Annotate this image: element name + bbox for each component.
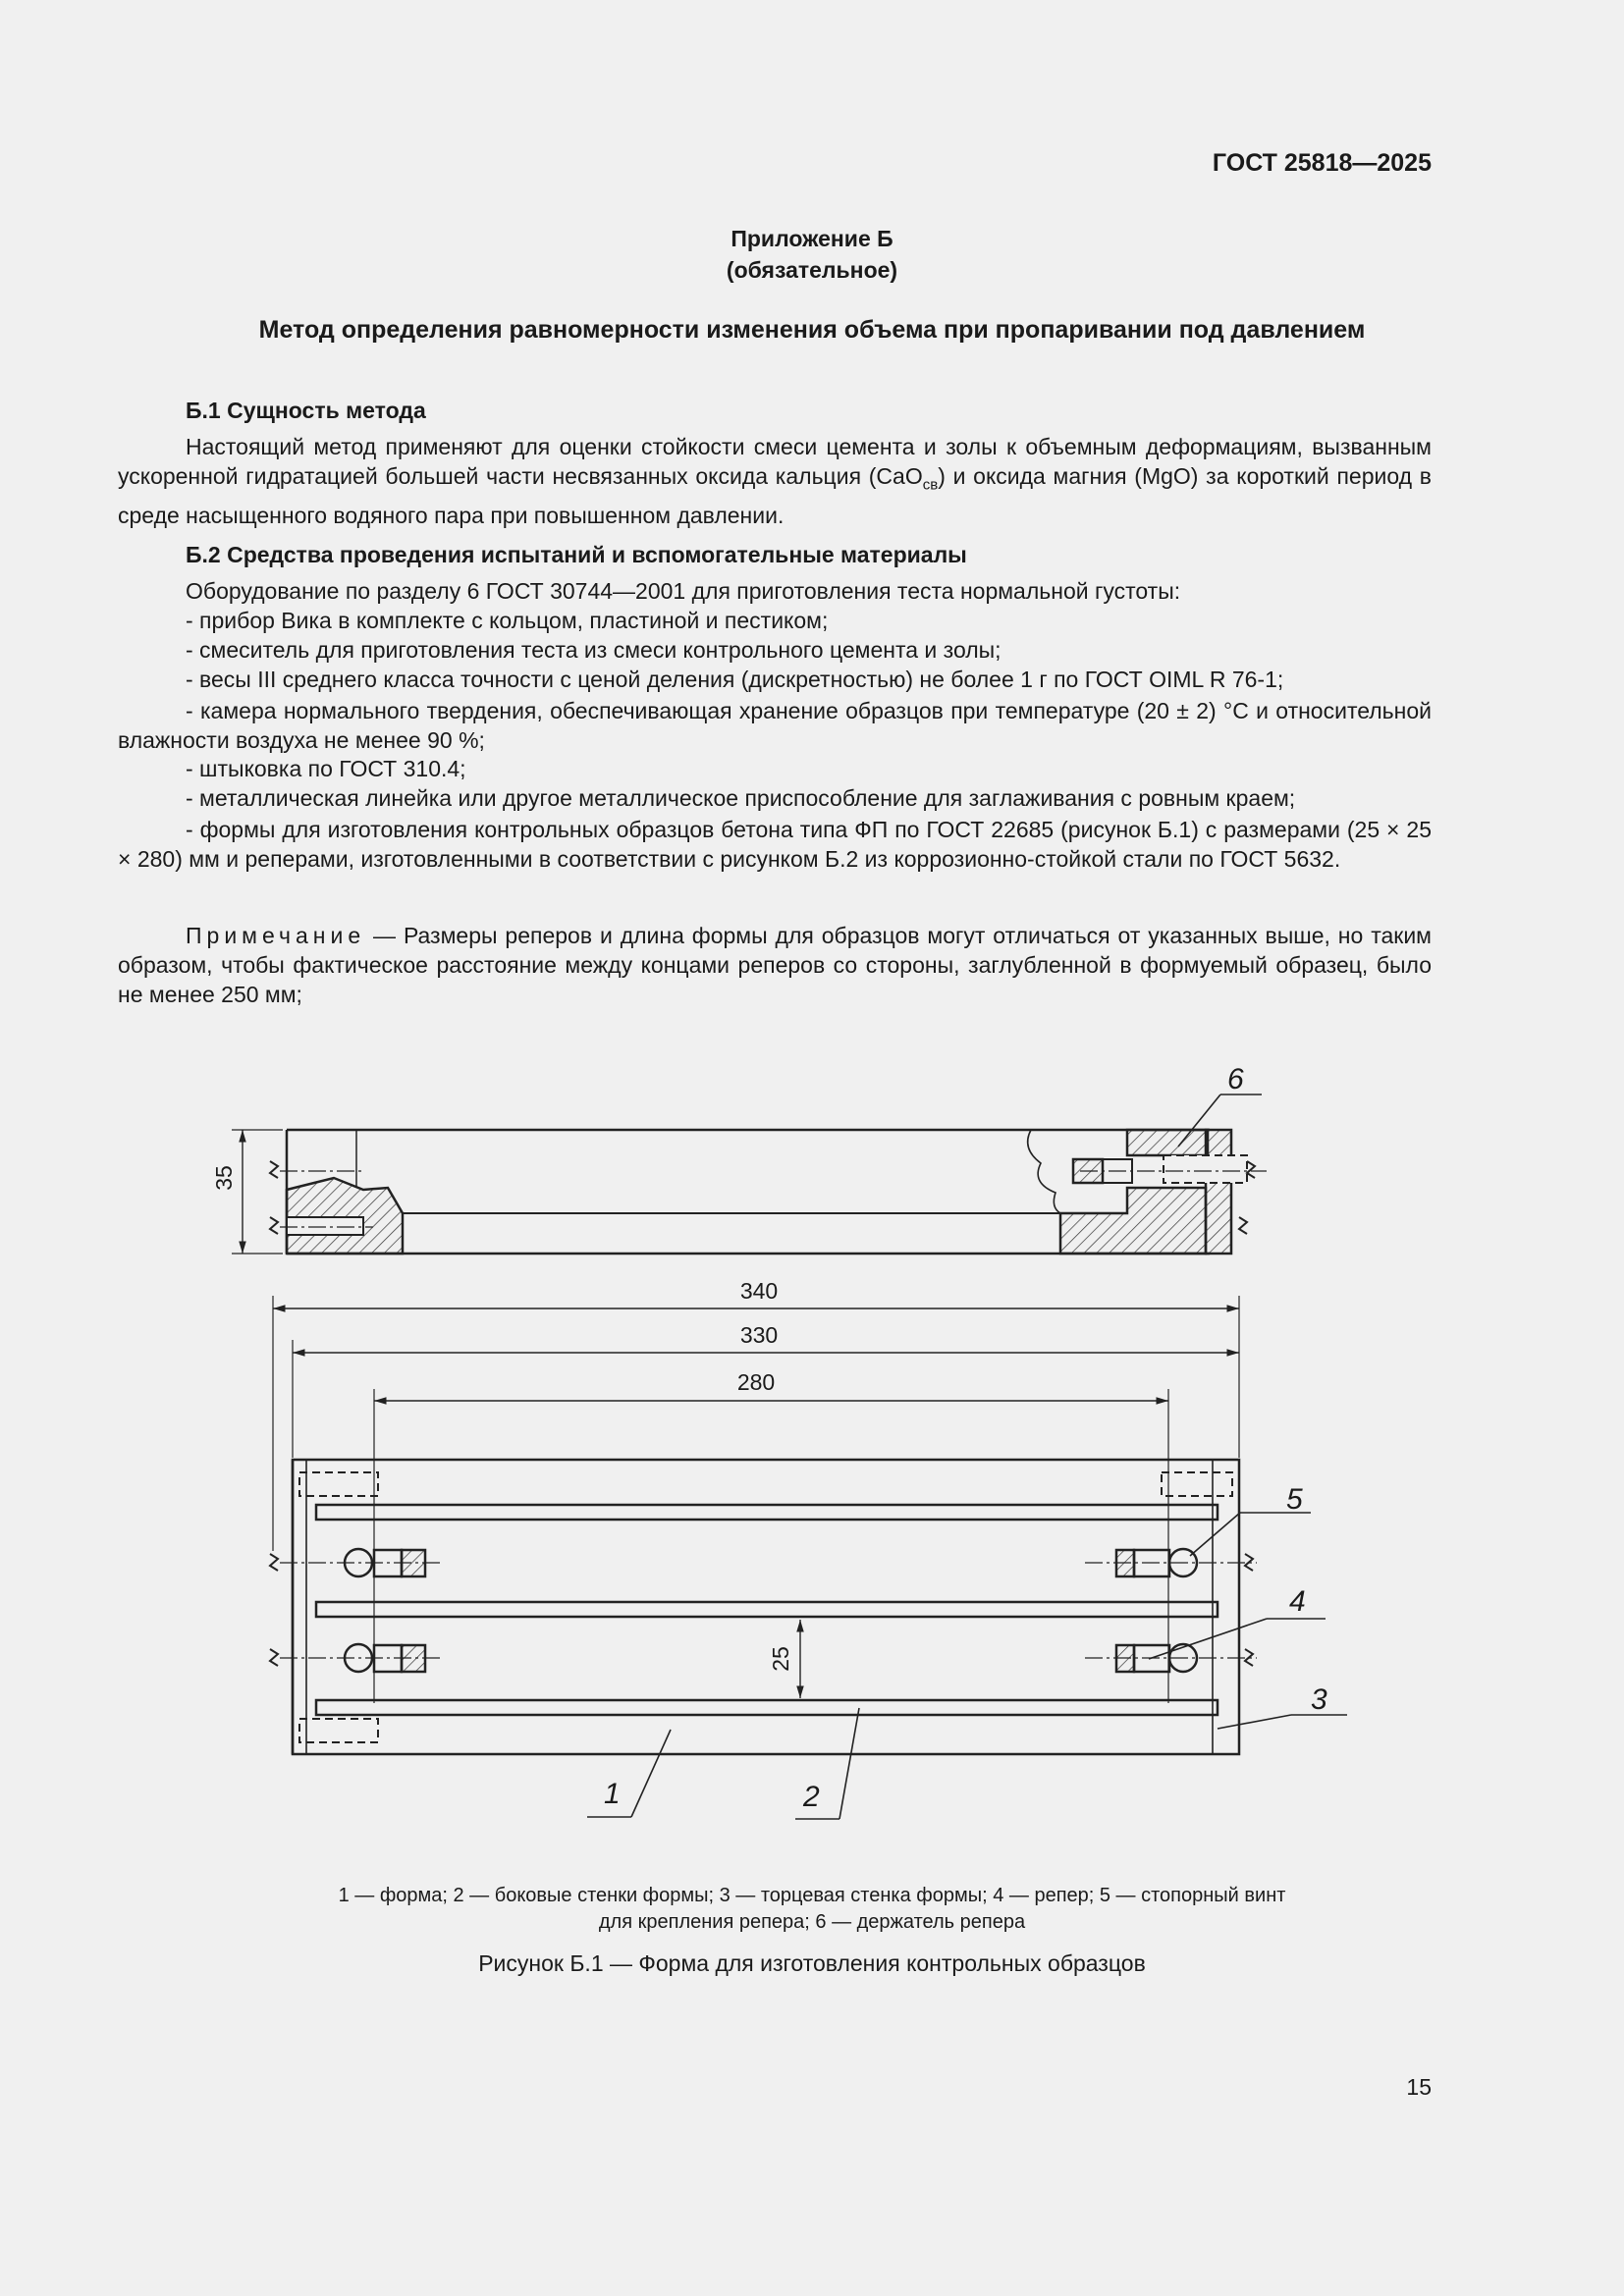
annex-heading: Метод определения равномерности изменения объема при пропаривании под давлением xyxy=(258,316,1366,344)
callout-6: 6 xyxy=(1227,1063,1244,1095)
b2-heading: Б.2 Средства проведения испытаний и вспомогательные материалы xyxy=(186,542,967,567)
callout-2: 2 xyxy=(803,1781,820,1813)
note-label: Примечание xyxy=(186,923,366,948)
b2-item-2: - смеситель для приготовления теста из смеси контрольного цемента и золы; xyxy=(186,637,1001,663)
dim-280: 280 xyxy=(736,1369,776,1395)
note-text: — Размеры реперов и длина формы для образцов могут отличаться от указанных выше, но таким образом, чтобы фактическое расстояние между концами реперов со стороны, заглубленной в формуемый образец, было не менее 250 мм; xyxy=(118,923,1432,1007)
callout-5: 5 xyxy=(1286,1483,1303,1516)
b2-item-4-text: - камера нормального твердения, обеспечивающая хранение образцов при температуре (20 ± 2) °С и относительной влажности воздуха не менее 90 %; xyxy=(118,698,1432,753)
b2-intro: Оборудование по разделу 6 ГОСТ 30744—2001 для приготовления теста нормальной густоты: xyxy=(186,578,1181,604)
page-number: 15 xyxy=(1406,2074,1432,2100)
document-number: ГОСТ 25818—2025 xyxy=(1212,149,1432,177)
b2-item-5: - штыковка по ГОСТ 310.4; xyxy=(186,756,466,781)
annex-title: Приложение Б xyxy=(731,226,893,251)
b1-text-part2: ) и оксида магния (MgO) за короткий период в среде насыщенного водяного пара при повышенном давлении. xyxy=(118,463,1432,528)
callout-3: 3 xyxy=(1311,1683,1327,1716)
callout-4: 4 xyxy=(1289,1585,1306,1618)
annex-status: (обязательное) xyxy=(726,257,898,283)
b2-item-1: - прибор Вика в комплекте с кольцом, пластиной и пестиком; xyxy=(186,608,829,633)
dim-330: 330 xyxy=(739,1322,779,1348)
b1-heading: Б.1 Сущность метода xyxy=(186,398,426,423)
b2-item-3: - весы III среднего класса точности с ценой деления (дискретностью) не более 1 г по ГОСТ OIML R 76-1; xyxy=(186,667,1284,692)
dim-25: 25 xyxy=(768,1646,793,1672)
callout-1: 1 xyxy=(604,1778,621,1810)
b1-text-subscript: св xyxy=(922,476,939,494)
side-view xyxy=(232,1095,1267,1254)
figure-caption: Рисунок Б.1 — Форма для изготовления контрольных образцов xyxy=(478,1950,1146,1976)
figure-legend-line1: 1 — форма; 2 — боковые стенки формы; 3 — торцевая стенка формы; 4 — репер; 5 — стопорный винт xyxy=(338,1885,1286,1906)
b2-item-6: - металлическая линейка или другое металлическое приспособление для заглаживания с ровным краем; xyxy=(186,785,1296,811)
plan-view xyxy=(270,1296,1347,1819)
dim-35: 35 xyxy=(211,1165,237,1191)
figure-legend-line2: для крепления репера; 6 — держатель репера xyxy=(598,1911,1026,1933)
b2-item-7-text: - формы для изготовления контрольных образцов бетона типа ФП по ГОСТ 22685 (рисунок Б.1) с размерами (25 × 25 × 280) мм и реперами, изготовленными в соответствии с рисунком Б.2 из коррозионно-стойкой стали по ГОСТ 5632. xyxy=(118,817,1432,872)
b1-text-part1: Настоящий метод применяют для оценки стойкости смеси цемента и золы к объемным деформациям, вызванным ускоренной гидратацией большей части несвязанных оксида кальция (CaO xyxy=(118,434,1432,489)
dim-340: 340 xyxy=(739,1278,779,1304)
